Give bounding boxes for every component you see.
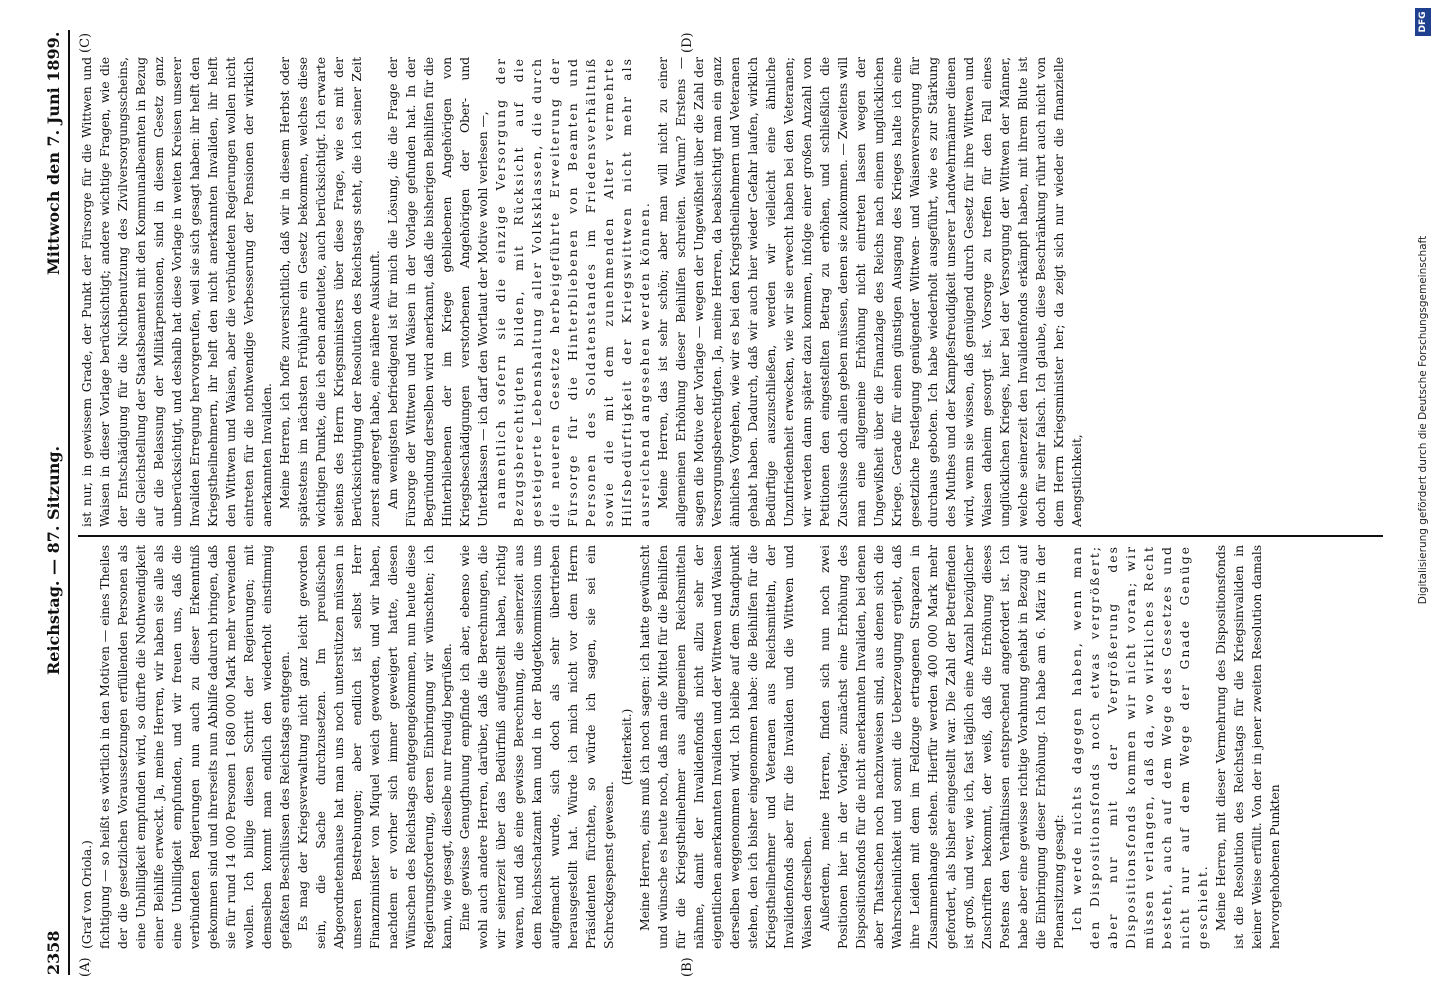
digitization-note: Digitalisierung gefördert durch die Deutsche Forschungsgemeinschaft — [1417, 235, 1429, 605]
margin-marker-b: (B) — [680, 957, 695, 977]
paragraph: Eine gewisse Genugthuung empfinde ich aber, ebenso wie wohl auch andere Herren, darüber, daß die Berechnungen, die wir seinerzeit über das Bedürfniß aufgestellt haben, richtig waren, und daß eine gewisse Berechnung, die seinerzeit aus dem Reichsschatzamt kam und in der Budgetkommission uns aufgemacht wurde, sich doch als sehr übertrieben herausgestellt hat. Würde ich mich nicht vor dem Herrn Präsidenten fürchten, so würde ich sagen, sie sei ein Schreckgespenst gewesen. — [457, 545, 616, 949]
margin-marker-a: (A) — [78, 957, 93, 977]
speaker-note: (Graf von Oriola.) — [79, 840, 94, 949]
paragraph: fichtigung — so heißt es wörtlich in den Motiven — eines Theiles der die gesetzlichen Voraussetzungen erfüllenden Personen als eine Unbilligkeit empfunden wird, so dürfte die Nothwendigkeit einer Beihilfe erweckt. Ja, meine Herren, wir haben sie alle als eine Unbilligkeit empfunden, und wir freuen uns, daß die verbündeten Regierungen nun auch zu dieser Erkenntniß gekommen sind und ihrerseits nun Abhilfe dadurch bringen, daß sie für rund 14 000 Personen 1 680 000 Mark mehr verwenden wollen. Ich billige diesen Schritt der Regierungen; mit demselben kommt man endlich den wiederholt einstimmig gefaßten Beschlüssen des Reichstags entgegen. — [97, 545, 292, 949]
paragraph: Meine Herren, das ist sehr schön; aber man will nicht zu einer allgemeinen Erhöhung dieser Beihilfen schreiten. Warum? Erstens — sagen die Motive der Vorlage — wegen der Ungewißheit über die Zahl der Versorgungsberechtigten. Ja, meine Herren, da beabsichtigt man ein ganz ähnliches Vorgehen, wie wir es bei den Kriegstheilnehmern und Veteranen gehabt haben. Dadurch, daß wir auch hier wieder Gefahr laufen, wirklich Bedürftige auszuschließen, werden wir vielleicht eine ähnliche Unzufriedenheit erwecken, wie wir sie erwecht haben bei den Veteranen; wir werden dann später dazu kommen, infolge einer großen Anzahl von Petitionen den eingestellten Betrag zu erhöhen, und schließlich die Zuschüsse doch allen geben müssen, denen sie zukommen. — Zweitens will man eine allgemeine Erhöhung nicht eintreten lassen wegen der Ungewißheit über die Finanzlage des Reichs nach einem unglücklichen Kriege. Gerade für einen günstigen Ausgang des Krieges halte ich eine gesetzliche Festlegung genügender Wittwen- und Waisenversorgung für durchaus geboten. Ich habe wiederholt ausgeführt, wie es zur Stärkung des Muthes und der Kampfesfreudigkeit unserer Landwehrmänner dienen wird, wenn sie wissen, daß genügend durch Gesetz für ihre Wittwen und Waisen daheim gesorgt ist. Vorsorge zu treffen für den Fall eines unglücklichen Krieges, hier bei der Versorgung der Wittwen der Männer, welche seinerzeit den Invalidenfonds erkämpft haben, mit ihrem Blute ist doch für sehr falsch. Ich glaube, diese Beschränkung rührt auch nicht von dem Herrn Kriegsminister her; da zeigt sich nur wieder die finanzielle Aengstlichkeit, — [655, 57, 1084, 527]
paragraph: Meine Herren, ich hoffe zuversichtlich, daß wir in diesem Herbst oder spätestens im nächsten Frühjahre ein Gesetz bekommen, welches diese wichtigen Punkte, die ich eben andeutete, auch berücksichtigt. Ich erwarte seitens des Herrn Kriegsministers über diese Frage, wie es mit der Berücksichtigung der Resolution des Reichstags steht, die ich seiner Zeit zuerst angeregt habe, eine nähere Auskunft. — [277, 57, 382, 527]
text-column-right — [78, 57, 1383, 527]
margin-marker-c: (C) — [78, 32, 93, 53]
newspaper-page — [40, 30, 1395, 975]
interjection: (Heiterkeit.) — [619, 708, 634, 786]
paragraph: Es mag der Kriegsverwaltung nicht ganz leicht geworden sein, die Sache durchzusetzen. Im preußischen Abgeordnetenhause hat man uns noch unterstützen müssen in unseren Bestrebungen; aber endlich ist selbst Herr Finanzminister von Miquel weich geworden, und wir haben, nachdem er vorher sich immer geweigert hatte, diesen Wünschen des Reichstags entgegengekommen, nun heute diese Regierungsforderung, deren Einbringung wir wünschten; ich kann, wie gesagt, dieselbe nur freudig begrüßen. — [295, 545, 454, 949]
quotation: namentlich sofern sie die einzige Versorgung der Bezugsberechtigten bilden, mit Rücksicht auf die gesteigerte Lebenshaltung aller Volksklassen, die durch die neueren Gesetze herbeigeführte Erweiterung der Fürsorge für die Hinterbliebenen von Beamten und Personen des Soldatenstandes im Friedensverhältniß sowie die mit dem zunehmenden Alter vermehrte Hilfsbedürftigkeit der Kriegswittwen nicht mehr als ausreichend angesehen werden können. — [493, 57, 652, 527]
dfg-logo — [1415, 8, 1431, 36]
header-title-right: Mittwoch den 7. Juni 1899. — [44, 31, 63, 275]
paragraph: Meine Herren, mit dieser Vermehrung des Dispositionsfonds ist die Resolution des Reichstags für die Kriegsinvaliden in keiner Weise erfüllt. Von der in jener zweiten Resolution damals hervorgehobenen Punkten — [1213, 545, 1282, 949]
margin-marker-d: (D) — [680, 32, 695, 53]
dfg-logo-text: DFG — [1418, 11, 1428, 33]
column-divider — [78, 535, 1383, 537]
paragraph: ist nur, in gewissem Grade, der Punkt der Fürsorge für die Wittwen und Waisen in dieser Vorlage berücksichtigt; andere wichtige Fragen, wie die der Entschädigung für die Nichtbenutzung des Zivilversorgungsscheins, die Gleichstellung der Staatsbeamten mit den Kommunalbeamten in Bezug auf die Belassung der Militärpensionen, sind in diesem Gesetz ganz unberücksichtigt, und deshalb hat diese Vorlage in weiten Kreisen unserer Invaliden Erregung hervorgerufen, weil sie sich gesagt haben: ihr helft den Kriegstheilnehmern, ihr helft den nicht anerkannten Invaliden, ihr helft den Wittwen und Waisen, aber die verbündeten Regierungen wollen nicht eintreten für die nothwendige Verbesserung der Pensionen der wirklich anerkannten Invaliden. — [79, 57, 274, 527]
text-column-left — [78, 545, 1383, 975]
header-rule — [68, 30, 70, 975]
paragraph: Am wenigsten befriedigend ist für mich die Lösung, die die Frage der Fürsorge der Wittwen und Waisen in der Vorlage gefunden hat. In der Begründung derselben wird anerkannt, daß die bisherigen Beihilfen für die Hinterbliebenen der im Kriege gebliebenen Angehörigen von Kriegsbeschädigungen verstorbenen Angehörigen der Ober- und Unterklassen — ich darf den Wortlaut der Motive wohl verlesen —, — [385, 57, 490, 527]
paragraph: Meine Herren, eins muß ich noch sagen: ich hatte gewünscht und wünsche es heute noch, daß man die Mittel für die Beihilfen für die Kriegstheilnehmer aus allgemeinen Reichsmitteln nähme, damit der Invalidenfonds nicht allzu sehr der eigentlichen anerkannten Invaliden und der Wittwen und Waisen derselben weggenommen wird. Ich bleibe auf dem Standpunkt stehen, den ich bisher eingenommen habe: die Beihilfen für die Kriegstheilnehmer und Veteranen aus Reichsmitteln, der Invalidenfonds aber für die Invaliden und die Wittwen und Waisen derselben. — [637, 545, 814, 949]
page-header — [40, 30, 68, 975]
paragraph: Außerdem, meine Herren, finden sich nun noch zwei Positionen hier in der Vorlage: zunächst eine Erhöhung des Dispositionsfonds für die nicht anerkannten Invaliden, bei denen aber Thatsachen noch nachzuweisen sind, aus denen sich die Wahrscheinlichkeit und somit die Ueberzeugung ergiebt, daß ihre Leiden mit dem im Feldzuge ertragenen Strapazen in Zusammenhange stehen. Hierfür werden 400 000 Mark mehr gefordert, als bisher eingestellt war. Die Zahl der Betreffenden ist groß, und wer, wie ich, fast täglich eine Anzahl bezüglicher Zuschriften bekommt, der weiß, daß die Erhöhung dieses Postens den Verhältnissen entsprechend angefordert ist. Ich habe aber eine gewisse richtige Vorahnung gehabt in Bezug auf die Einbringung dieser Erhöhung. Ich habe am 6. März in der Plenarsitzung gesagt: — [817, 545, 1066, 949]
header-title-left: Reichstag. — 87. Sitzung. — [44, 445, 63, 675]
dfg-strip — [1412, 0, 1434, 1000]
quotation: Ich werde nichts dagegen haben, wenn man den Dispositionsfonds noch etwas vergrößert; aber nur mit der Vergrößerung des Dispositionsfonds kommen wir nicht voran; wir müssen verlangen, daß da, wo wirkliches Recht besteht, auch auf dem Wege des Gesetzes und nicht nur auf dem Wege der Gnade Genüge geschieht. — [1069, 545, 1210, 949]
page-number: 2358 — [44, 930, 63, 975]
